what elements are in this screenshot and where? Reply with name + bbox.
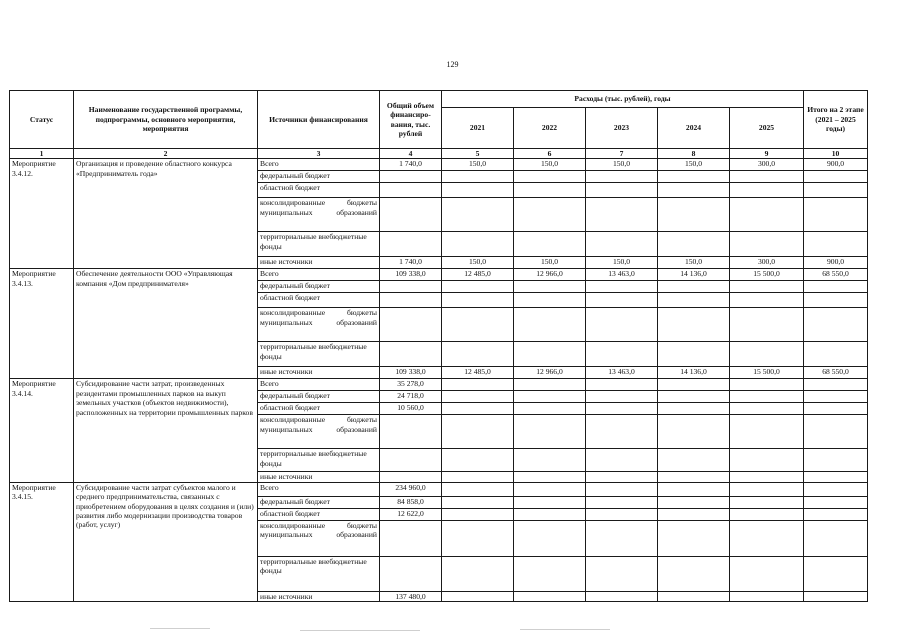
year-value-cell xyxy=(442,293,514,308)
source-cell: территориальные внебюджетные фонды xyxy=(258,449,380,472)
year-value-cell xyxy=(658,308,730,342)
total-cell xyxy=(380,308,442,342)
source-cell: федеральный бюджет xyxy=(258,391,380,403)
stage-total-cell xyxy=(804,496,868,508)
stage-total-cell xyxy=(804,308,868,342)
column-number: 4 xyxy=(380,149,442,159)
year-value-cell: 12 485,0 xyxy=(442,367,514,379)
stage-total-cell: 68 550,0 xyxy=(804,367,868,379)
source-cell: консолидированные бюджеты муниципальных образований xyxy=(258,520,380,556)
total-cell: 109 338,0 xyxy=(380,269,442,281)
year-value-cell xyxy=(730,482,804,496)
year-value-cell xyxy=(514,591,586,601)
total-cell xyxy=(380,183,442,198)
year-value-cell xyxy=(442,482,514,496)
column-number: 8 xyxy=(658,149,730,159)
year-value-cell xyxy=(442,171,514,183)
year-value-cell xyxy=(658,293,730,308)
year-value-cell xyxy=(586,591,658,601)
year-value-cell xyxy=(442,556,514,591)
year-value-cell xyxy=(586,482,658,496)
column-number: 1 xyxy=(10,149,74,159)
year-value-cell xyxy=(442,496,514,508)
source-cell: областной бюджет xyxy=(258,183,380,198)
year-value-cell xyxy=(730,508,804,520)
stage-total-cell xyxy=(804,520,868,556)
source-cell: федеральный бюджет xyxy=(258,281,380,293)
source-cell: федеральный бюджет xyxy=(258,496,380,508)
year-value-cell xyxy=(730,293,804,308)
header-name: Наименование государственной программы, подпрограммы, основного мероприятия, мероприятия xyxy=(74,91,258,149)
year-value-cell xyxy=(658,556,730,591)
total-cell xyxy=(380,556,442,591)
year-value-cell xyxy=(442,449,514,472)
scan-artifact xyxy=(300,630,420,631)
year-value-cell xyxy=(658,415,730,449)
year-value-cell xyxy=(514,472,586,482)
total-cell: 234 960,0 xyxy=(380,482,442,496)
stage-total-cell xyxy=(804,403,868,415)
status-cell: Мероприятие 3.4.15. xyxy=(10,482,74,601)
year-value-cell xyxy=(658,281,730,293)
column-number: 3 xyxy=(258,149,380,159)
stage-total-cell xyxy=(804,449,868,472)
year-value-cell xyxy=(730,472,804,482)
year-value-cell xyxy=(730,415,804,449)
header-year: 2021 xyxy=(442,108,514,149)
source-cell: Всего xyxy=(258,379,380,391)
stage-total-cell xyxy=(804,482,868,496)
year-value-cell xyxy=(442,379,514,391)
stage-total-cell xyxy=(804,183,868,198)
table-row xyxy=(10,269,868,281)
year-value-cell xyxy=(442,281,514,293)
source-cell: областной бюджет xyxy=(258,293,380,308)
year-value-cell: 150,0 xyxy=(514,159,586,171)
year-value-cell xyxy=(730,449,804,472)
total-cell: 35 278,0 xyxy=(380,379,442,391)
header-status: Статус xyxy=(10,91,74,149)
column-number: 6 xyxy=(514,149,586,159)
source-cell: консолидированные бюджеты муниципальных образований xyxy=(258,198,380,232)
year-value-cell xyxy=(442,508,514,520)
header-total: Общий объем финансиро-вания, тыс. рублей xyxy=(380,91,442,149)
financing-table xyxy=(9,90,868,602)
year-value-cell xyxy=(658,183,730,198)
year-value-cell: 150,0 xyxy=(586,159,658,171)
table-body xyxy=(10,159,868,602)
stage-total-cell: 900,0 xyxy=(804,257,868,269)
year-value-cell xyxy=(442,472,514,482)
total-cell xyxy=(380,171,442,183)
year-value-cell xyxy=(658,508,730,520)
year-value-cell xyxy=(658,520,730,556)
column-number: 10 xyxy=(804,149,868,159)
year-value-cell xyxy=(514,232,586,257)
stage-total-cell xyxy=(804,472,868,482)
source-cell: территориальные внебюджетные фонды xyxy=(258,556,380,591)
year-value-cell xyxy=(514,379,586,391)
year-value-cell xyxy=(730,198,804,232)
table-row xyxy=(10,482,868,496)
year-value-cell xyxy=(514,293,586,308)
year-value-cell xyxy=(586,308,658,342)
year-value-cell xyxy=(730,496,804,508)
year-value-cell xyxy=(442,183,514,198)
stage-total-cell xyxy=(804,591,868,601)
year-value-cell xyxy=(442,403,514,415)
year-value-cell xyxy=(730,308,804,342)
year-value-cell xyxy=(514,508,586,520)
scan-artifact xyxy=(150,628,210,629)
year-value-cell xyxy=(586,232,658,257)
header-year: 2024 xyxy=(658,108,730,149)
year-value-cell xyxy=(514,281,586,293)
stage-total-cell: 900,0 xyxy=(804,159,868,171)
total-cell: 10 560,0 xyxy=(380,403,442,415)
stage-total-cell xyxy=(804,391,868,403)
total-cell xyxy=(380,293,442,308)
page-number: 129 xyxy=(446,60,459,69)
source-cell: областной бюджет xyxy=(258,508,380,520)
year-value-cell xyxy=(514,520,586,556)
year-value-cell: 300,0 xyxy=(730,257,804,269)
total-cell: 24 718,0 xyxy=(380,391,442,403)
year-value-cell xyxy=(514,449,586,472)
year-value-cell xyxy=(730,281,804,293)
year-value-cell xyxy=(586,171,658,183)
year-value-cell xyxy=(586,198,658,232)
activity-name-cell: Субсидирование части затрат субъектов малого и среднего предпринимательства, связанных с приобретением оборудования в целях создания и (или) развития либо модернизации производства товаров (работ, услуг) xyxy=(74,482,258,601)
total-cell: 84 858,0 xyxy=(380,496,442,508)
year-value-cell xyxy=(514,171,586,183)
year-value-cell xyxy=(442,342,514,367)
year-value-cell xyxy=(586,293,658,308)
year-value-cell xyxy=(586,391,658,403)
column-number: 9 xyxy=(730,149,804,159)
total-cell: 137 480,0 xyxy=(380,591,442,601)
year-value-cell xyxy=(514,556,586,591)
column-number: 7 xyxy=(586,149,658,159)
year-value-cell xyxy=(658,171,730,183)
year-value-cell xyxy=(514,198,586,232)
status-cell: Мероприятие 3.4.13. xyxy=(10,269,74,379)
year-value-cell: 15 500,0 xyxy=(730,269,804,281)
source-cell: Всего xyxy=(258,159,380,171)
source-cell: Всего xyxy=(258,269,380,281)
total-cell xyxy=(380,342,442,367)
activity-name-cell: Субсидирование части затрат, произведенных резидентами промышленных парков на выкуп земельных участков (объектов недвижимости), расположенных на территории промышленных парков xyxy=(74,379,258,482)
year-value-cell: 150,0 xyxy=(514,257,586,269)
header-stage-total: Итого на 2 этапе (2021 – 2025 годы) xyxy=(804,91,868,149)
year-value-cell xyxy=(586,281,658,293)
stage-total-cell xyxy=(804,293,868,308)
total-cell xyxy=(380,281,442,293)
table-row xyxy=(10,379,868,391)
scan-artifact xyxy=(520,629,610,630)
year-value-cell xyxy=(586,449,658,472)
column-number: 5 xyxy=(442,149,514,159)
year-value-cell xyxy=(730,591,804,601)
year-value-cell xyxy=(514,183,586,198)
stage-total-cell xyxy=(804,508,868,520)
year-value-cell xyxy=(730,520,804,556)
year-value-cell: 12 485,0 xyxy=(442,269,514,281)
year-value-cell: 150,0 xyxy=(658,257,730,269)
year-value-cell xyxy=(586,472,658,482)
source-cell: областной бюджет xyxy=(258,403,380,415)
stage-total-cell xyxy=(804,379,868,391)
year-value-cell: 150,0 xyxy=(442,257,514,269)
year-value-cell xyxy=(586,379,658,391)
year-value-cell xyxy=(658,198,730,232)
year-value-cell xyxy=(658,379,730,391)
header-sources: Источники финансирования xyxy=(258,91,380,149)
year-value-cell xyxy=(586,508,658,520)
source-cell: иные источники xyxy=(258,472,380,482)
year-value-cell: 14 136,0 xyxy=(658,367,730,379)
activity-name-cell: Обеспечение деятельности ООО «Управляющая компания «Дом предпринимателя» xyxy=(74,269,258,379)
source-cell: иные источники xyxy=(258,367,380,379)
source-cell: федеральный бюджет xyxy=(258,171,380,183)
year-value-cell xyxy=(586,496,658,508)
year-value-cell xyxy=(658,232,730,257)
source-cell: консолидированные бюджеты муниципальных образований xyxy=(258,308,380,342)
activity-name-cell: Организация и проведение областного конкурса «Предприниматель года» xyxy=(74,159,258,269)
year-value-cell xyxy=(586,403,658,415)
year-value-cell xyxy=(514,496,586,508)
year-value-cell: 150,0 xyxy=(658,159,730,171)
year-value-cell xyxy=(586,415,658,449)
total-cell xyxy=(380,415,442,449)
year-value-cell xyxy=(658,449,730,472)
header-year: 2023 xyxy=(586,108,658,149)
source-cell: иные источники xyxy=(258,257,380,269)
year-value-cell xyxy=(730,403,804,415)
year-value-cell xyxy=(442,591,514,601)
source-cell: территориальные внебюджетные фонды xyxy=(258,342,380,367)
year-value-cell xyxy=(658,472,730,482)
table-row xyxy=(10,159,868,171)
year-value-cell xyxy=(658,496,730,508)
year-value-cell: 14 136,0 xyxy=(658,269,730,281)
stage-total-cell xyxy=(804,232,868,257)
year-value-cell xyxy=(730,379,804,391)
year-value-cell xyxy=(514,403,586,415)
source-cell: консолидированные бюджеты муниципальных образований xyxy=(258,415,380,449)
stage-total-cell xyxy=(804,342,868,367)
year-value-cell xyxy=(730,232,804,257)
year-value-cell xyxy=(586,183,658,198)
year-value-cell xyxy=(514,342,586,367)
stage-total-cell: 68 550,0 xyxy=(804,269,868,281)
year-value-cell: 150,0 xyxy=(442,159,514,171)
year-value-cell xyxy=(658,482,730,496)
year-value-cell xyxy=(586,520,658,556)
year-value-cell xyxy=(442,232,514,257)
year-value-cell xyxy=(514,415,586,449)
year-value-cell xyxy=(442,415,514,449)
status-cell: Мероприятие 3.4.14. xyxy=(10,379,74,482)
year-value-cell xyxy=(442,520,514,556)
status-cell: Мероприятие 3.4.12. xyxy=(10,159,74,269)
total-cell: 12 622,0 xyxy=(380,508,442,520)
year-value-cell: 150,0 xyxy=(586,257,658,269)
total-cell: 1 740,0 xyxy=(380,159,442,171)
year-value-cell xyxy=(514,391,586,403)
column-number: 2 xyxy=(74,149,258,159)
year-value-cell: 12 966,0 xyxy=(514,367,586,379)
header-year: 2025 xyxy=(730,108,804,149)
year-value-cell xyxy=(514,482,586,496)
year-value-cell xyxy=(586,556,658,591)
year-value-cell xyxy=(442,308,514,342)
source-cell: территориальные внебюджетные фонды xyxy=(258,232,380,257)
total-cell xyxy=(380,232,442,257)
year-value-cell xyxy=(658,403,730,415)
year-value-cell: 13 463,0 xyxy=(586,367,658,379)
year-value-cell xyxy=(658,342,730,367)
total-cell: 109 338,0 xyxy=(380,367,442,379)
stage-total-cell xyxy=(804,281,868,293)
total-cell: 1 740,0 xyxy=(380,257,442,269)
year-value-cell: 15 500,0 xyxy=(730,367,804,379)
year-value-cell xyxy=(730,171,804,183)
year-value-cell xyxy=(730,183,804,198)
year-value-cell xyxy=(658,591,730,601)
stage-total-cell xyxy=(804,171,868,183)
total-cell xyxy=(380,198,442,232)
source-cell: Всего xyxy=(258,482,380,496)
year-value-cell xyxy=(730,556,804,591)
year-value-cell xyxy=(586,342,658,367)
year-value-cell xyxy=(730,391,804,403)
year-value-cell xyxy=(442,391,514,403)
column-number-row xyxy=(10,149,868,159)
header-year: 2022 xyxy=(514,108,586,149)
year-value-cell: 300,0 xyxy=(730,159,804,171)
stage-total-cell xyxy=(804,556,868,591)
stage-total-cell xyxy=(804,198,868,232)
year-value-cell xyxy=(730,342,804,367)
source-cell: иные источники xyxy=(258,591,380,601)
total-cell xyxy=(380,520,442,556)
year-value-cell: 13 463,0 xyxy=(586,269,658,281)
year-value-cell xyxy=(514,308,586,342)
stage-total-cell xyxy=(804,415,868,449)
total-cell xyxy=(380,449,442,472)
year-value-cell: 12 966,0 xyxy=(514,269,586,281)
year-value-cell xyxy=(442,198,514,232)
year-value-cell xyxy=(658,391,730,403)
header-expenses: Расходы (тыс. рублей), годы xyxy=(442,91,804,108)
total-cell xyxy=(380,472,442,482)
